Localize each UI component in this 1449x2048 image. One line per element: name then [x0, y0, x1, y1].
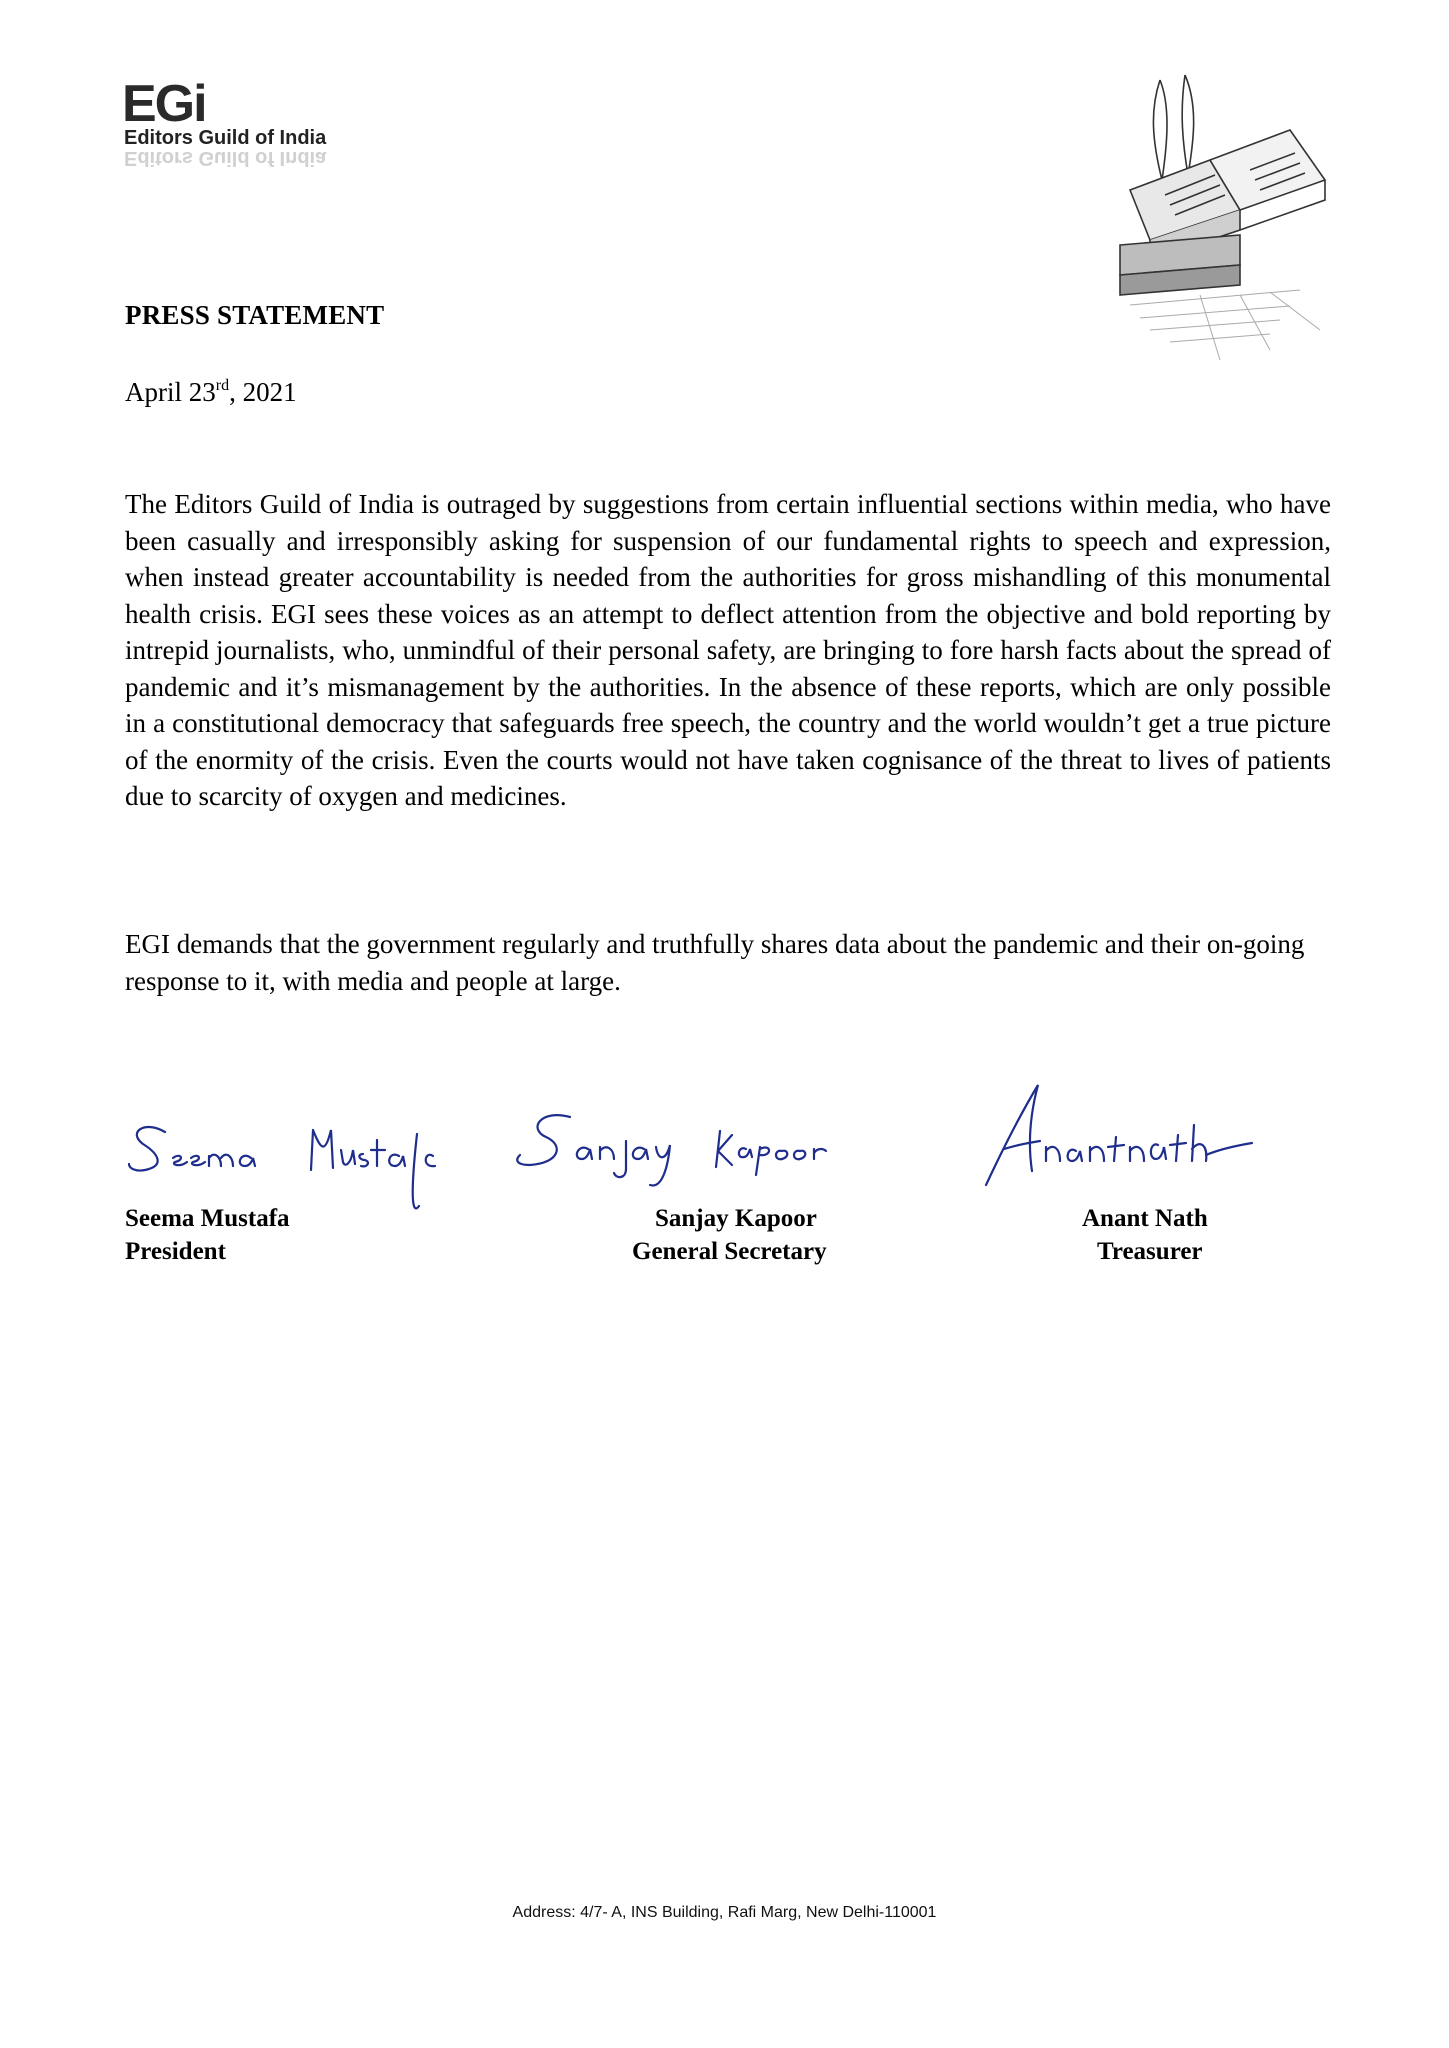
date-suffix: , 2021 — [229, 377, 297, 407]
signatory-role-1: President — [125, 1238, 226, 1265]
date-prefix: April 23 — [125, 377, 216, 407]
footer-address: Address: 4/7- A, INS Building, Rafi Marg, New Delhi-110001 — [512, 1904, 937, 1921]
signatory-name-2: Sanjay Kapoor — [655, 1205, 817, 1232]
signatory-role-3: Treasurer — [1097, 1238, 1203, 1265]
statement-paragraph-2: EGI demands that the government regularly and truthfully shares data about the pandemic and their on-going response to it, with media and people at large. — [125, 929, 1305, 996]
logo-name-reflection: Editors Guild of India — [124, 147, 327, 169]
statement-paragraph-1: The Editors Guild of India is outraged by suggestions from certain influential sections within media, who have been casually and irresponsibly asking for suspension of our fundamental rights to speech and expression, when instead greater accountability is needed from the authorities for gross mishandling of this monumental health crisis. EGI sees these voices as an attempt to deflect attention from the objective and bold reporting by intrepid journalists, who, unmindful of their personal safety, are bringing to fore harsh facts about the spread of pandemic and it’s mismanagement by the authorities. In the absence of these reports, which are only possible in a constitutional democracy that safeguards free speech, the country and the world wouldn’t get a true picture of the enormity of the crisis. Even the courts would not have taken cognisance of the threat to lives of patients due to scarcity of oxygen and medicines. — [125, 489, 1331, 811]
page-title: PRESS STATEMENT — [125, 300, 385, 330]
signatory-name-3: Anant Nath — [1082, 1205, 1208, 1232]
logo-name: Editors Guild of India — [124, 127, 327, 149]
logo-mark: EGi — [122, 75, 206, 133]
signature-seema-mustafa — [125, 1110, 505, 1210]
signatory-name-1: Seema Mustafa — [125, 1205, 290, 1232]
signatory-role-2: General Secretary — [632, 1238, 827, 1265]
signature-sanjay-kapoor — [510, 1105, 850, 1205]
date-superscript: rd — [215, 377, 230, 394]
signature-anant-nath — [980, 1075, 1260, 1195]
book-quill-emblem-icon — [1090, 70, 1330, 370]
statement-date — [125, 377, 297, 408]
egi-logo — [122, 75, 382, 169]
